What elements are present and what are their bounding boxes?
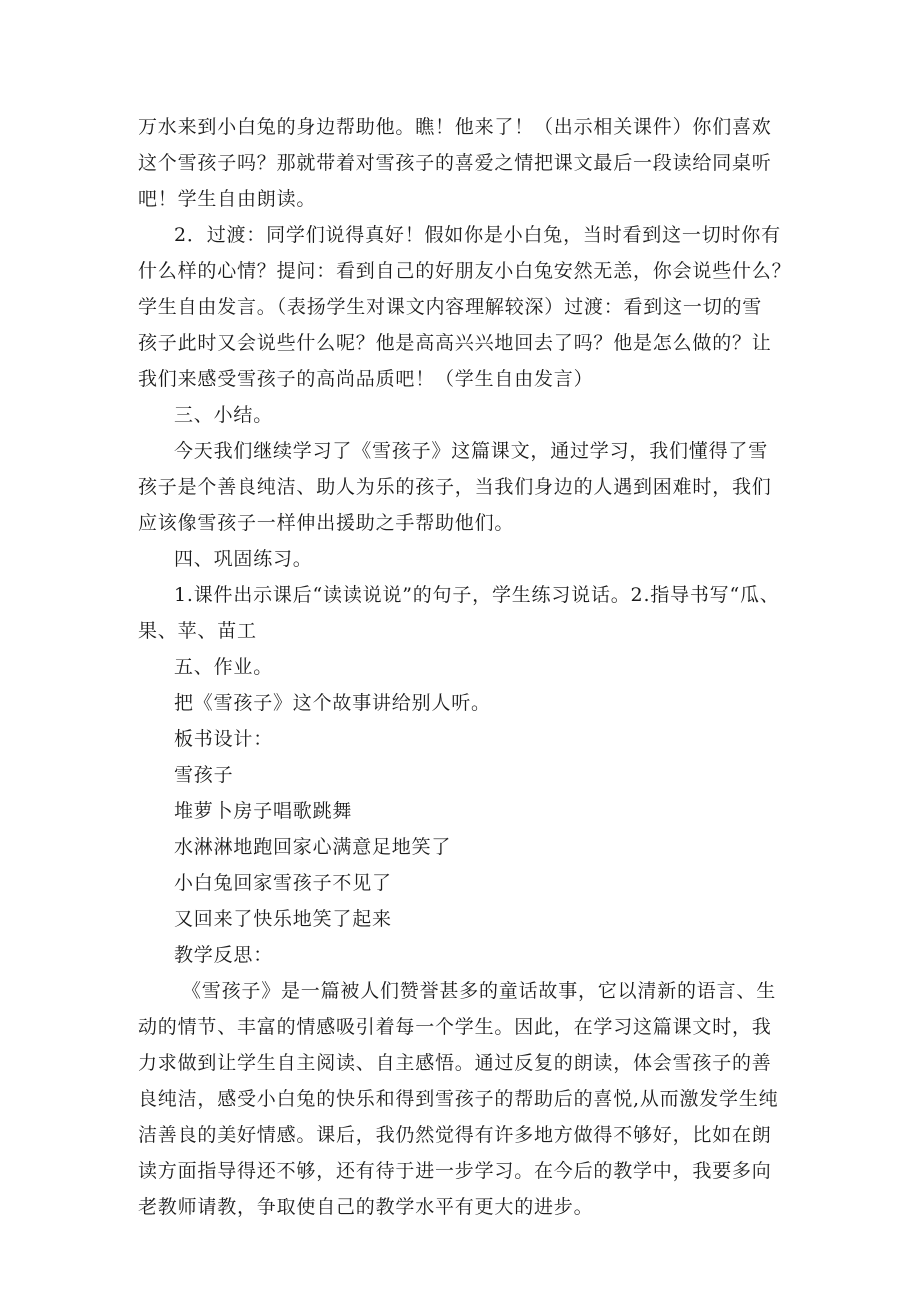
text-line: 孩子此时又会说些什么呢？他是高高兴兴地回去了吗？他是怎么做的？让 bbox=[138, 332, 772, 354]
text-line: 学生自由发言。（表扬学生对课文内容理解较深）过渡：看到这一切的雪 bbox=[138, 296, 763, 318]
board-design-lines bbox=[138, 758, 798, 936]
text-line: 万水来到小白兔的身边帮助他。瞧！他来了！（出示相关课件）你们喜欢 bbox=[138, 116, 772, 138]
text-line: 这个雪孩子吗？那就带着对雪孩子的喜爱之情把课文最后一段读给同桌听 bbox=[138, 152, 772, 174]
text-line: 动的情节、丰富的情感吸引着每一个学生。因此，在学习这篇课文时，我 bbox=[138, 1016, 772, 1038]
text-line: 吧！学生自由朗读。 bbox=[138, 188, 317, 210]
document-page bbox=[138, 110, 798, 1226]
text-line: 《雪孩子》是一篇被人们赞誉甚多的童话故事，它以清新的语言、生 bbox=[182, 980, 777, 1002]
text-line: 1.课件出示课后“读读说说”的句子，学生练习说话。2.指导书写“瓜、 bbox=[174, 584, 780, 606]
text-line: 良纯洁，感受小白兔的快乐和得到雪孩子的帮助后的喜悦,从而激发学生纯 bbox=[138, 1088, 779, 1110]
text-line: 孩子是个善良纯洁、助人为乐的孩子，当我们身边的人遇到困难时，我们 bbox=[138, 476, 772, 498]
board-line: 水淋淋地跑回家心满意足地笑了 bbox=[174, 836, 452, 858]
paragraph-reflection bbox=[138, 974, 798, 1224]
paragraph-reading bbox=[138, 110, 798, 216]
board-line: 雪孩子 bbox=[174, 764, 234, 786]
section-heading-homework: 五、作业。 bbox=[174, 656, 274, 678]
text-line: 什么样的心情？提问：看到自己的好朋友小白兔安然无恙，你会说些什么？ bbox=[138, 260, 792, 282]
text-line: 应该像雪孩子一样伸出援助之手帮助他们。 bbox=[138, 512, 515, 534]
reflection-title: 教学反思： bbox=[174, 944, 274, 966]
text-line: 我们来感受雪孩子的高尚品质吧！（学生自由发言） bbox=[138, 368, 594, 390]
paragraph-homework: 把《雪孩子》这个故事讲给别人听。 bbox=[174, 692, 491, 714]
paragraph-practice bbox=[138, 578, 798, 648]
board-line: 堆萝卜房子唱歌跳舞 bbox=[174, 800, 353, 822]
section-heading-summary: 三、小结。 bbox=[174, 404, 274, 426]
text-line: 2．过渡：同学们说得真好！假如你是小白兔，当时看到这一切时你有 bbox=[174, 224, 781, 246]
text-line: 果、苹、苗工 bbox=[138, 620, 257, 642]
text-line: 今天我们继续学习了《雪孩子》这篇课文，通过学习，我们懂得了雪 bbox=[174, 440, 769, 462]
paragraph-summary bbox=[138, 434, 798, 540]
text-line: 老教师请教，争取使自己的教学水平有更大的进步。 bbox=[138, 1196, 594, 1218]
board-design-title: 板书设计： bbox=[174, 728, 274, 750]
text-line: 力求做到让学生自主阅读、自主感悟。通过反复的朗读，体会雪孩子的善 bbox=[138, 1052, 772, 1074]
section-heading-practice: 四、巩固练习。 bbox=[174, 548, 313, 570]
text-line: 洁善良的美好情感。课后，我仍然觉得有许多地方做得不够好，比如在朗 bbox=[138, 1124, 772, 1146]
board-line: 又回来了快乐地笑了起来 bbox=[174, 908, 392, 930]
board-line: 小白兔回家雪孩子不见了 bbox=[174, 872, 392, 894]
text-line: 读方面指导得还不够，还有待于进一步学习。在今后的教学中，我要多向 bbox=[138, 1160, 772, 1182]
paragraph-transition bbox=[138, 218, 798, 396]
